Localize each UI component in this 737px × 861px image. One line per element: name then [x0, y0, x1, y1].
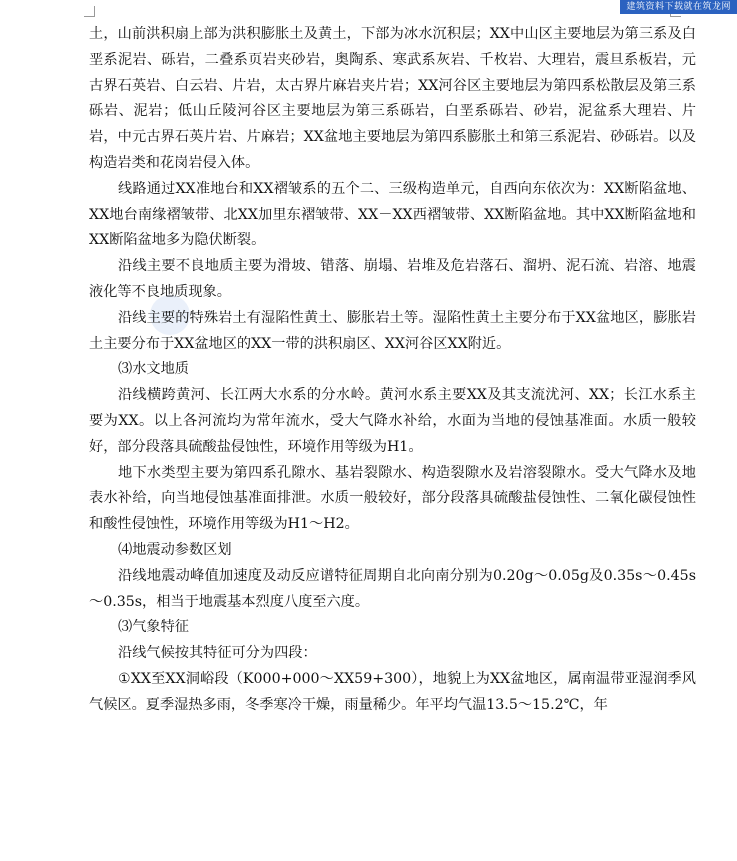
- margin-corner-mark-left: [84, 6, 95, 17]
- paragraph-tectonics: 线路通过XX准地台和XX褶皱系的五个二、三级构造单元，自西向东依次为：XX断陷盆地、XX地台南缘褶皱带、北XX加里东褶皱带、XX－XX西褶皱带、XX断陷盆地。其中XX断陷盆地和XX断陷盆地多为隐伏断裂。: [89, 180, 696, 249]
- heading-climate: ⑶气象特征: [118, 619, 189, 636]
- watermark-banner: 建筑资料下载就在筑龙网: [620, 0, 737, 14]
- paragraph-adverse-geology: 沿线主要不良地质主要为滑坡、错落、崩塌、岩堆及危岩落石、溜坍、泥石流、岩溶、地震液化等不良地质现象。: [89, 258, 696, 300]
- paragraph-seismic: 沿线地震动峰值加速度及动反应谱特征周期自北向南分别为0.20g～0.05g及0.35s～0.45s～0.35s，相当于地震基本烈度八度至六度。: [89, 567, 696, 610]
- paragraph-groundwater: 地下水类型主要为第四系孔隙水、基岩裂隙水、构造裂隙水及岩溶裂隙水。受大气降水及地表水补给，向当地侵蚀基准面排泄。水质一般较好，部分段落具硫酸盐侵蚀性、二氧化碳侵蚀性和酸性侵蚀性，环境作用等级为H1～H2。: [89, 464, 696, 533]
- paragraph-climate-intro: 沿线气候按其特征可分为四段：: [118, 645, 317, 662]
- paragraph-special-soils: 沿线主要的特殊岩土有湿陷性黄土、膨胀岩土等。湿陷性黄土主要分布于XX盆地区，膨胀岩土主要分布于XX盆地区的XX一带的洪积扇区、XX河谷区XX附近。: [89, 309, 696, 352]
- paragraph-surface-water: 沿线横跨黄河、长江两大水系的分水岭。黄河水系主要XX及其支流沋河、XX；长江水系主要为XX。以上各河流均为常年流水，受大气降水补给，水面为当地的侵蚀基准面。水质一般较好，部分段落具硫酸盐侵蚀性，环境作用等级为H1。: [89, 387, 696, 455]
- heading-hydrogeology: ⑶水文地质: [118, 361, 189, 378]
- paragraph-climate-section-1: ①XX至XX洞峪段（K000+000～XX59+300），地貌上为XX盆地区，属南温带亚湿润季风气候区。夏季湿热多雨，冬季寒冷干燥，雨量稀少。年平均气温13.5～15.2℃，年: [89, 670, 696, 713]
- paragraph-strata: 土，山前洪积扇上部为洪积膨胀土及黄土，下部为冰水沉积层；XX中山区主要地层为第三系及白垩系泥岩、砾岩，二叠系页岩夹砂岩，奥陶系、寒武系灰岩、千枚岩、大理岩，震旦系板岩，元古界石英岩、白云岩、片岩，太古界片麻岩夹片岩；XX河谷区主要地层为第四系松散层及第三系砾岩、泥岩；低山丘陵河谷区主要地层为第三系砾岩，白垩系砾岩、砂岩，泥盆系大理岩、片岩，中元古界石英片岩、片麻岩；XX盆地主要地层为第四系膨胀土和第三系泥岩、砂砾岩。以及构造岩类和花岗岩侵入体。: [89, 26, 696, 171]
- heading-seismic-zoning: ⑷地震动参数区划: [118, 541, 232, 558]
- document-body: [89, 22, 696, 719]
